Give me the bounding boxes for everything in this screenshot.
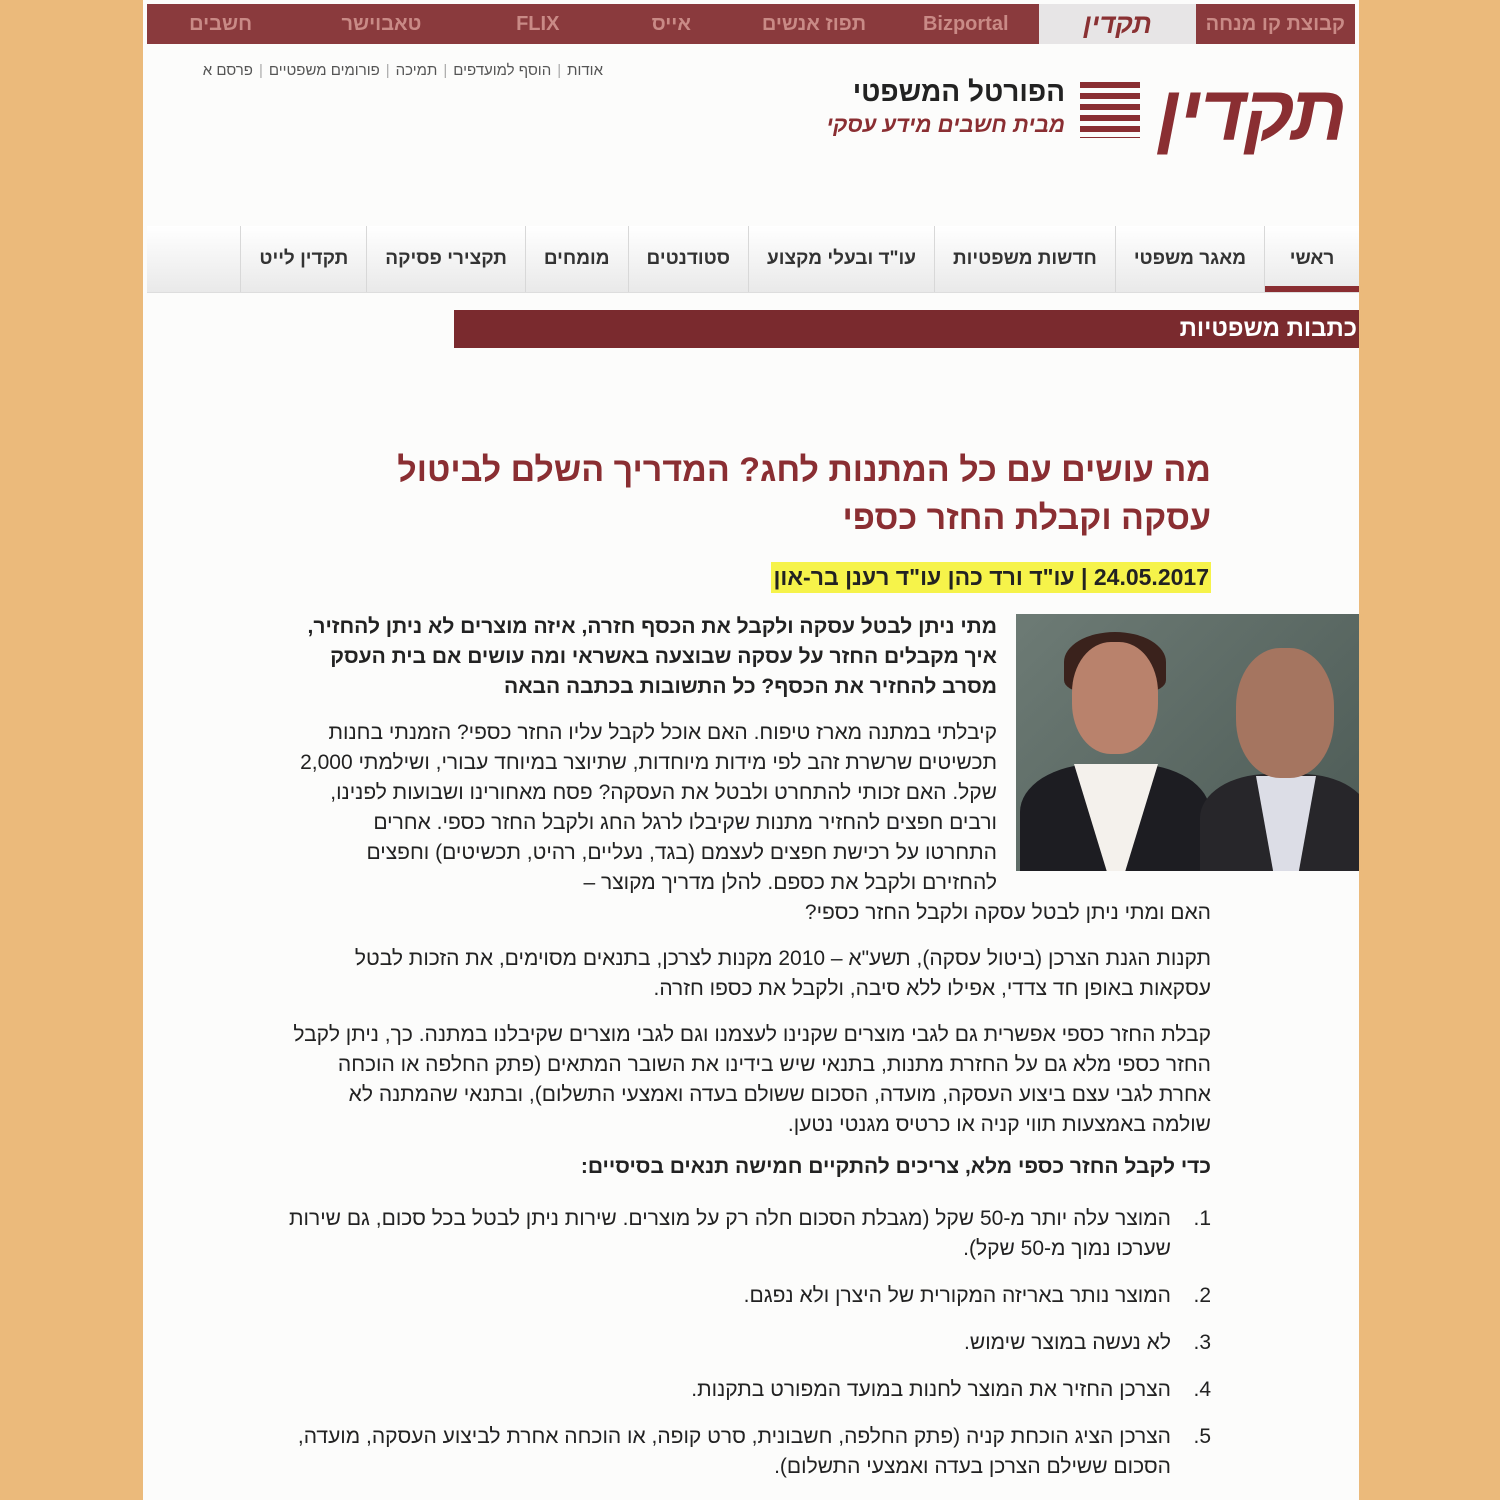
nav-item-lawyers[interactable]: עו"ד ובעלי מקצוע [748,226,934,292]
article-byline: 24.05.2017 | עו"ד ורד כהן עו"ד רענן בר-און [771,562,1211,593]
list-item: 2. המוצר נותר באריזה המקורית של היצרן ולא נפגם. [743,1284,1211,1307]
nav-item-legal-database[interactable]: מאגר משפטי [1115,226,1264,292]
nav-item-takdin-lite[interactable]: תקדין לייט [240,226,366,292]
list-item: 3. לא נעשה במוצר שימוש. [964,1331,1211,1354]
link-legal-forums[interactable]: פורומים משפטיים [268,62,380,79]
partner-site-takdin[interactable]: תקדין [1039,4,1195,44]
article-intro: קיבלתי במתנה מארז טיפוח. האם אוכל לקבל עליו החזר כספי? הזמנתי בחנות תכשיטים שרשרת זהב לפי מידות מיוחדות, שתיוצר במיוחד עבורי, ושילמתי 2,000 שקל. האם זכותי להתחרט ולבטל את העסקה? פסח מאחורינו ושבועות לפנינו, ורבים חפצים להחזיר מתנות שקיבלו לרגל החג ולקבל החזר כספי. אחרים התחרטו על רכישת חפצים לעצמם (בגד, נעליים, רהיט, תכשיטים) וחפצים להחזירם ולקבל את כספם. להלן מדריך מקוצר – [300,721,997,894]
list-item: 1. המוצר עלה יותר מ-50 שקל (מגבלת הסכום חלה רק על מוצרים. שירות ניתן לבטל בכל סכום, גם שירות שערכו נמוך מ-50 שקל). [289,1207,1211,1260]
partner-site-kav-manche[interactable]: קבוצת קו מנחה [1205,12,1345,35]
site-logo[interactable] [826,69,1345,157]
partner-sites-bar [147,4,1355,44]
link-support[interactable]: תמיכה [395,62,438,79]
nav-item-students[interactable]: סטודנטים [628,226,748,292]
logo-subtagline: מבית חשבים מידע עסקי [826,112,1065,137]
authors-photo [1016,614,1359,871]
list-item: 5. הצרכן הציג הוכחת קניה (פתק החלפה, חשבונית, סרט קופה, או הוכחה אחרת לביצוע העסקה, מועדה, הסכום ששילם הצרכן בעדה ואמצעי התשלום). [297,1425,1211,1478]
partner-site-bizportal[interactable]: Bizportal [922,12,1009,35]
partner-site-ice[interactable]: אייס [651,12,691,35]
conditions-list [281,1204,1211,1499]
nav-item-experts[interactable]: מומחים [525,226,628,292]
article-title: מה עושים עם כל המתנות לחג? המדריך השלם לביטול עסקה וקבלת החזר כספי [397,451,1211,537]
logo-stripes-icon [1080,82,1140,138]
link-about[interactable]: אודות [567,62,603,79]
logo-wordmark: תקדין [1157,69,1345,157]
partner-site-taboisher[interactable]: טאבוישר [341,12,422,35]
link-advertise[interactable]: פרסם א [202,62,253,79]
partner-site-flix[interactable]: FLIX [516,12,560,35]
article-lead: מתי ניתן לבטל עסקה ולקבל את הכסף חזרה, איזה מוצרים לא ניתן להחזיר, איך מקבלים החזר על עסקה שבוצעה באשראי ומה עושים אם בית העסק מסרב להחזיר את הכסף? כל התשובות בכתבה הבאה [307,615,997,698]
list-item: 4. הצרכן החזיר את המוצר לחנות במועד המפורט בתקנות. [691,1378,1211,1401]
section-header: כתבות משפטיות [454,310,1359,348]
link-add-favorites[interactable]: הוסף למועדפים [453,62,552,79]
nav-item-legal-news[interactable]: חדשות משפטיות [934,226,1115,292]
partner-site-tapuz[interactable]: תפוז אנשים [761,12,867,35]
article-paragraph: קבלת החזר כספי אפשרית גם לגבי מוצרים שקנינו לעצמנו וגם לגבי מוצרים שקיבלנו במתנה. כך, ניתן לקבל החזר כספי מלא גם על החזרת מתנות, בתנאי שיש בידינו את השובר המתאים (פתק החלפה או הוכחה אחרת לגבי עצם ביצוע העסקה, מועדה, הסכום ששולם בעדה ואמצעי התשלום), ובתנאי שהמתנה לא שולמה באמצעות תווי קניה או כרטיס מגנטי נטען. [293,1023,1211,1136]
partner-site-hashavim[interactable]: חשבים [189,12,253,35]
nav-item-home[interactable]: ראשי [1264,226,1359,292]
logo-tagline: הפורטל המשפטי [852,76,1065,107]
header-links: אודות | הוסף למועדפים | תמיכה | פורומים משפטיים | פרסם א [143,62,603,84]
conditions-heading: כדי לקבל החזר כספי מלא, צריכים להתקיים חמישה תנאים בסיסיים: [580,1155,1211,1178]
article-intro-question: האם ומתי ניתן לבטל עסקה ולקבל החזר כספי? [804,901,1211,924]
nav-item-rulings-summaries[interactable]: תקצירי פסיקה [366,226,525,292]
article-paragraph: תקנות הגנת הצרכן (ביטול עסקה), תשע"א – 2010 מקנות לצרכן, בתנאים מסוימים, את הזכות לבטל עסקאות באופן חד צדדי, אפילו ללא סיבה, ולקבל את כספו חזרה. [354,947,1211,1000]
scanned-page [143,0,1359,1500]
main-nav [147,226,1359,293]
